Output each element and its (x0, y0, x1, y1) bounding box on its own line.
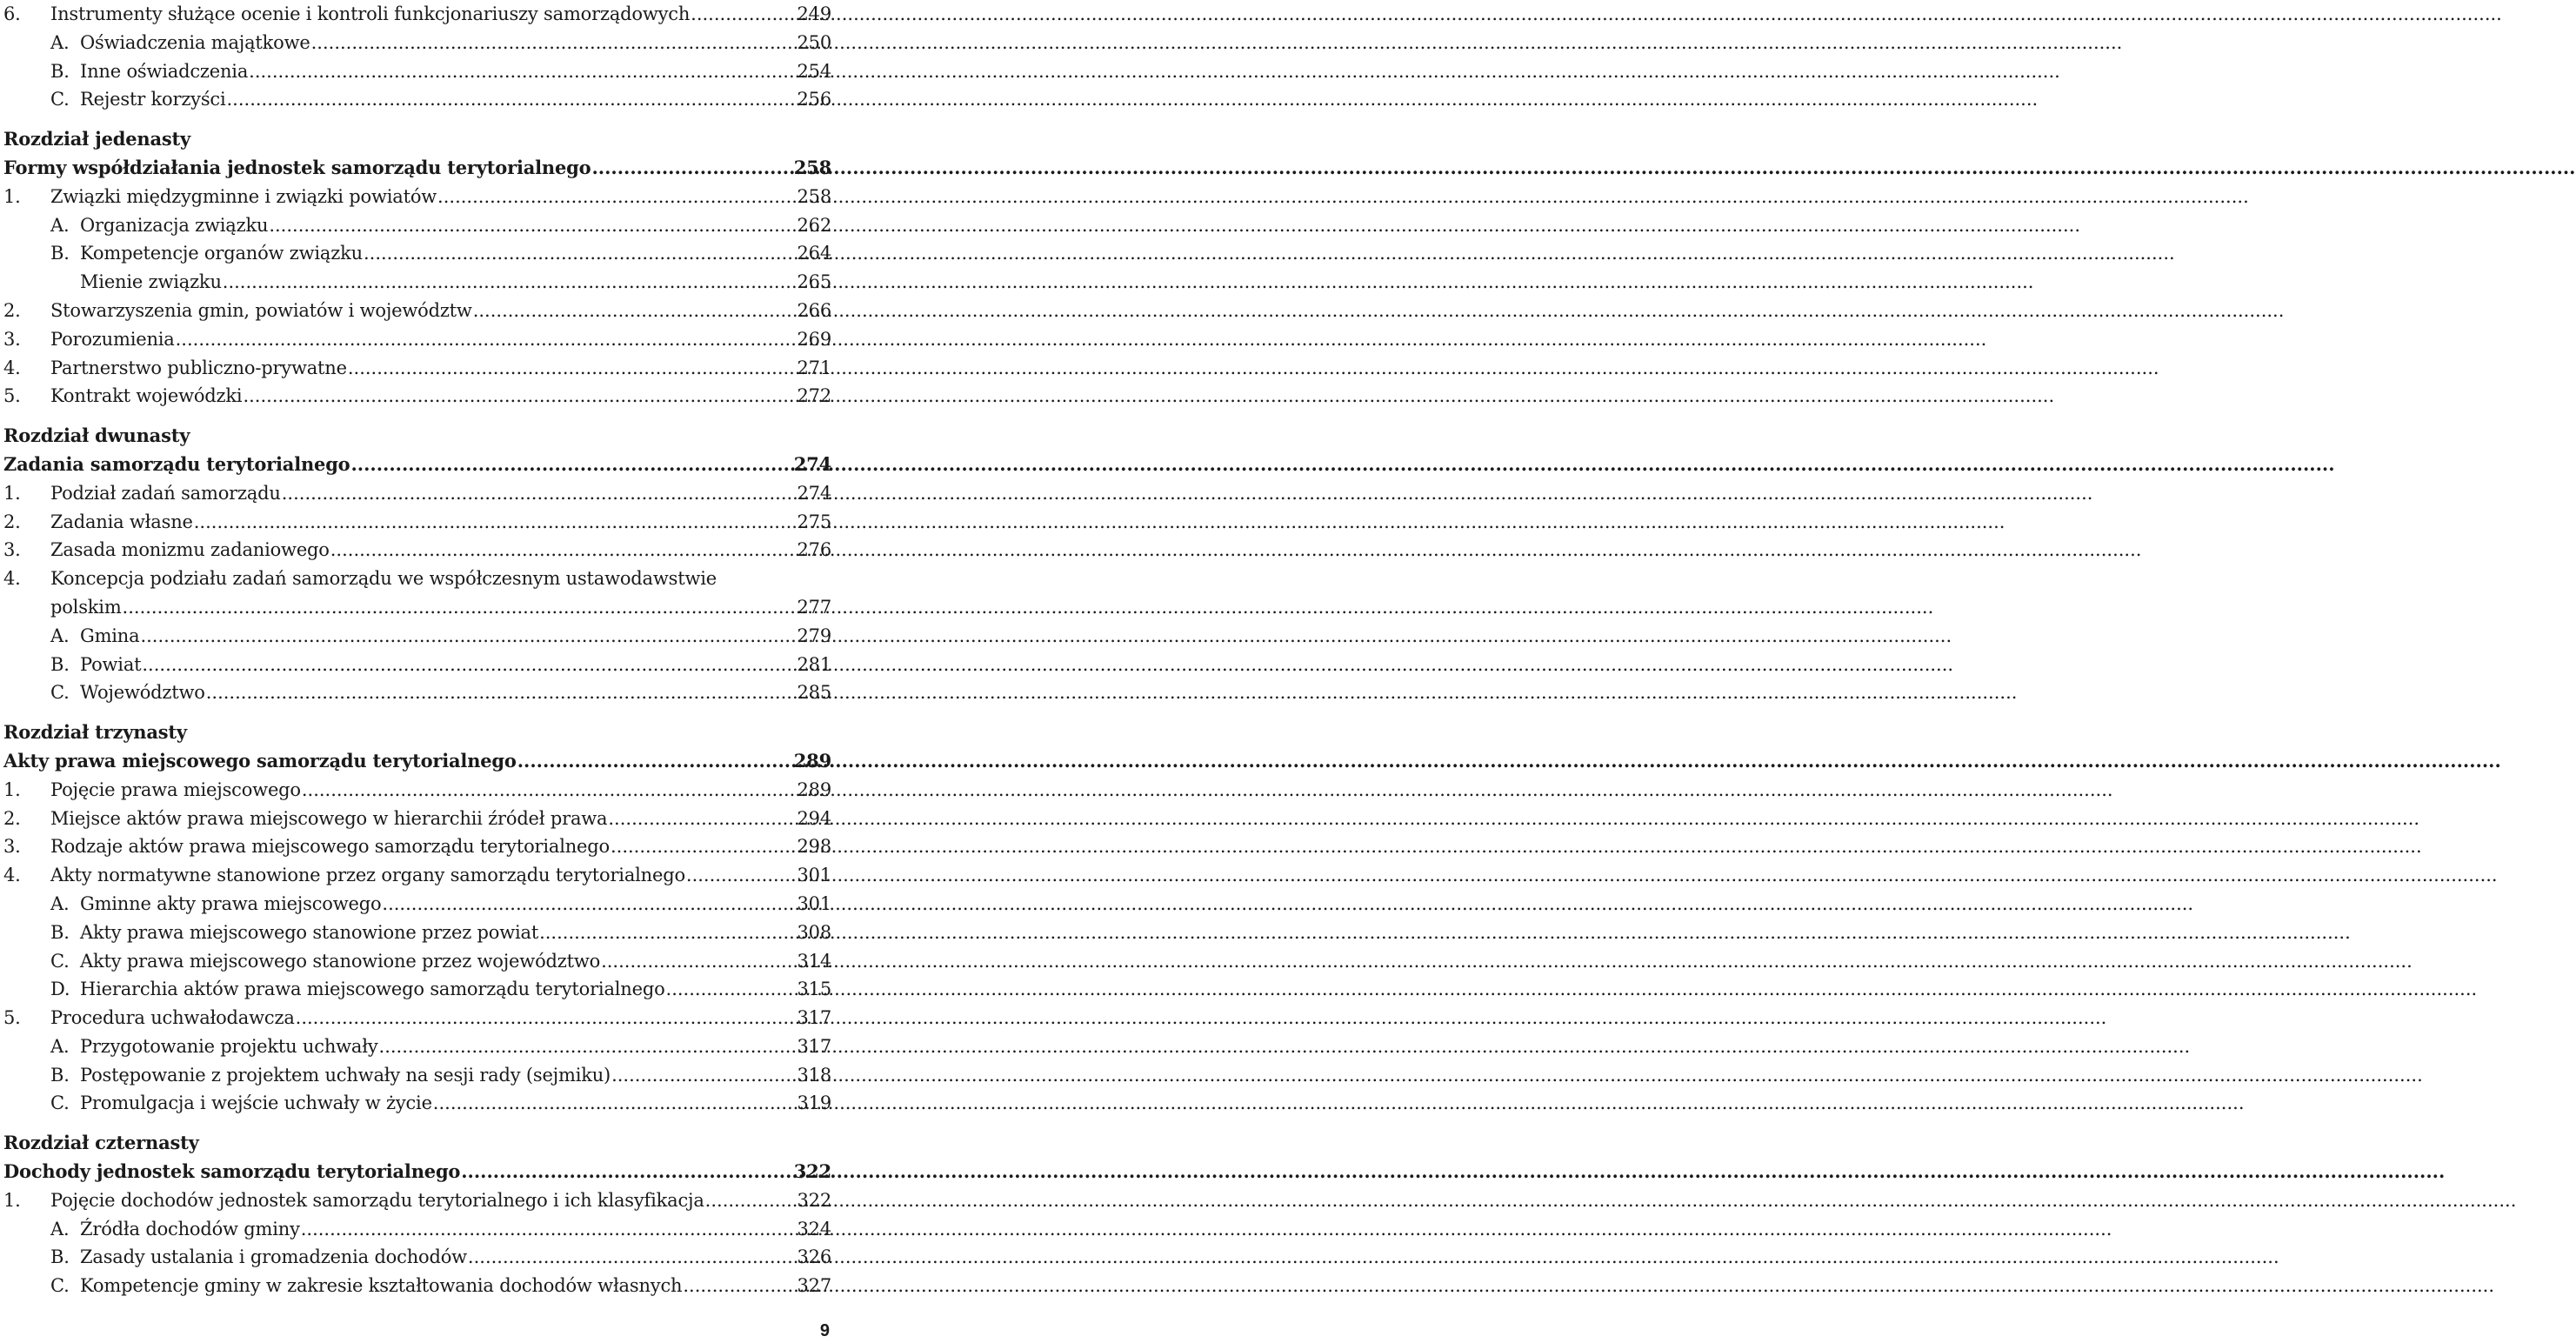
entry-number: 1. (3, 185, 21, 207)
dot-leader (140, 622, 796, 651)
toc-entry (3, 297, 831, 325)
toc-entry (3, 651, 831, 679)
chapter-heading (3, 1129, 831, 1158)
entry-page: 254 (797, 60, 831, 82)
entry-number: 3. (3, 539, 21, 561)
entry-title: Kompetencje gminy w zakresie kształtowania dochodów własnych (80, 1275, 683, 1297)
chapter-heading (3, 125, 831, 154)
toc-entry (3, 183, 831, 211)
toc-entry (3, 919, 831, 947)
dot-leader (517, 747, 793, 776)
dot-leader (223, 268, 797, 297)
dot-leader (601, 947, 796, 976)
entry-number: C. (50, 89, 70, 110)
entry-number: B. (50, 243, 70, 264)
dot-leader (206, 678, 797, 707)
entry-page: 271 (797, 357, 831, 378)
toc-entry (3, 325, 831, 354)
entry-title: Zadania własne (50, 511, 193, 532)
toc-entry (3, 382, 831, 411)
entry-title: Pojęcie dochodów jednostek samorządu terytorialnego i ich klasyfikacja (50, 1189, 704, 1211)
entry-number: B. (50, 653, 70, 675)
entry-number: D. (50, 979, 70, 1000)
entry-title: Gmina (80, 625, 140, 646)
entry-title: Stowarzyszenia gmin, powiatów i województw (50, 299, 472, 321)
entry-title: Hierarchia aktów prawa miejscowego samorządu terytorialnego (80, 979, 665, 1000)
entry-page: 264 (797, 243, 831, 264)
entry-title: Mienie związku (80, 271, 222, 293)
entry-number: A. (50, 1218, 70, 1239)
toc-entry (3, 239, 831, 268)
dot-leader (282, 479, 797, 508)
entry-title: Rejestr korzyści (80, 89, 226, 110)
entry-title: Partnerstwo publiczno-prywatne (50, 357, 347, 378)
toc-entry (3, 0, 831, 29)
chapter-title-entry (3, 451, 831, 479)
entry-title: Akty normatywne stanowione przez organy samorządu terytorialnego (50, 865, 685, 886)
entry-title: Oświadczenia majątkowe (80, 31, 310, 53)
entry-page: 301 (797, 865, 831, 886)
entry-title: Organizacja związku (80, 214, 269, 236)
entry-page: 269 (797, 328, 831, 350)
toc-entry (3, 947, 831, 976)
entry-page: 258 (793, 156, 831, 178)
dot-leader (473, 297, 797, 325)
dot-leader (705, 1186, 797, 1215)
entry-title: Formy współdziałania jednostek samorządu terytorialnego (3, 156, 591, 178)
entry-title: Podział zadań samorządu (50, 482, 281, 504)
dot-leader (269, 211, 796, 240)
toc-entry (3, 1089, 831, 1118)
dot-leader (296, 1004, 797, 1032)
entry-title: Zasady ustalania i gromadzenia dochodów (80, 1246, 467, 1268)
entry-number: A. (50, 1035, 70, 1057)
toc-entry (3, 479, 831, 508)
toc-entry (3, 861, 831, 890)
toc-entry (3, 678, 831, 707)
entry-title: Porozumienia (50, 328, 175, 350)
entry-number: 4. (3, 357, 21, 378)
dot-leader (330, 536, 797, 565)
toc-entry (3, 29, 831, 57)
entry-number: 2. (3, 511, 21, 532)
toc-entry (3, 776, 831, 805)
entry-number: 3. (3, 836, 21, 858)
entry-number: A. (50, 892, 70, 914)
entry-page: 327 (797, 1275, 831, 1297)
entry-number: 2. (3, 807, 21, 829)
entry-page: 262 (797, 214, 831, 236)
entry-page: 256 (797, 89, 831, 110)
entry-title: Zasada monizmu zadaniowego (50, 539, 330, 561)
entry-number: 1. (3, 778, 21, 800)
chapter-title-entry (3, 154, 831, 183)
toc-entry (3, 622, 831, 651)
entry-title: Akty prawa miejscowego samorządu terytorialnego (3, 749, 517, 772)
chapter-label: Rozdział dwunasty (3, 424, 190, 447)
toc-entry (3, 1215, 831, 1244)
entry-title: Pojęcie prawa miejscowego (50, 778, 301, 800)
toc-entry (3, 805, 831, 833)
entry-page: 308 (797, 921, 831, 943)
entry-number: A. (50, 214, 70, 236)
chapter-label: Rozdział jedenasty (3, 128, 190, 150)
entry-title: Kompetencje organów związku (80, 243, 363, 264)
entry-title: Inne oświadczenia (80, 60, 249, 82)
toc-entry (3, 268, 831, 297)
entry-title: Przygotowanie projektu uchwały (80, 1035, 378, 1057)
entry-title: Związki międzygminne i związki powiatów (50, 185, 437, 207)
entry-page: 281 (797, 653, 831, 675)
entry-page: 274 (793, 452, 831, 475)
dot-leader (302, 776, 797, 805)
dot-leader (311, 29, 797, 57)
entry-number: 3. (3, 328, 21, 350)
dot-leader (243, 382, 796, 411)
entry-number: 5. (3, 1007, 21, 1029)
toc-entry (3, 508, 831, 537)
toc-entry (3, 1272, 831, 1300)
entry-number: 1. (3, 1189, 21, 1211)
entry-title: Gminne akty prawa miejscowego (80, 892, 382, 914)
chapter-title-entry (3, 747, 831, 776)
toc-entry (3, 57, 831, 86)
dot-leader (348, 354, 797, 383)
dot-leader (364, 239, 797, 268)
dot-leader (686, 861, 797, 890)
entry-number: A. (50, 31, 70, 53)
entry-page: 249 (797, 3, 831, 24)
toc-entry (3, 85, 831, 114)
dot-leader (611, 832, 797, 861)
entry-page: 272 (797, 385, 831, 407)
entry-title: Województwo (80, 682, 205, 704)
toc-entry (3, 832, 831, 861)
entry-number: C. (50, 1092, 70, 1114)
toc-entry (3, 1004, 831, 1032)
dot-leader (382, 890, 796, 919)
entry-number: 4. (3, 568, 21, 590)
entry-page: 314 (797, 950, 831, 972)
entry-title: Dochody jednostek samorządu terytorialnego (3, 1160, 461, 1183)
entry-title: polskim (50, 596, 122, 618)
toc-entry (3, 1186, 831, 1215)
entry-page: 294 (797, 807, 831, 829)
entry-number: B. (50, 1246, 70, 1268)
table-of-contents (3, 0, 831, 1300)
dot-leader (249, 57, 796, 86)
entry-page: 289 (793, 749, 831, 772)
entry-number: B. (50, 60, 70, 82)
toc-entry (3, 1032, 831, 1061)
toc-entry (3, 536, 831, 565)
entry-page: 277 (797, 596, 831, 618)
entry-title: Akty prawa miejscowego stanowione przez województwo (80, 950, 601, 972)
entry-title: Kontrakt wojewódzki (50, 385, 243, 407)
entry-page: 265 (797, 271, 831, 293)
entry-page: 317 (797, 1035, 831, 1057)
dot-leader (468, 1243, 797, 1272)
dot-leader (461, 1158, 793, 1186)
chapter-heading (3, 422, 831, 451)
chapter-title-entry (3, 1158, 831, 1186)
entry-number: 5. (3, 385, 21, 407)
entry-page: 279 (797, 625, 831, 646)
dot-leader (437, 183, 796, 211)
entry-title: Promulgacja i wejście uchwały w życie (80, 1092, 432, 1114)
entry-title: Rodzaje aktów prawa miejscowego samorządu terytorialnego (50, 836, 610, 858)
entry-number: 4. (3, 865, 21, 886)
entry-page: 250 (797, 31, 831, 53)
entry-title: Źródła dochodów gminy (80, 1218, 300, 1239)
dot-leader (351, 451, 793, 479)
chapter-label: Rozdział trzynasty (3, 721, 187, 744)
entry-page: 285 (797, 682, 831, 704)
entry-number: C. (50, 1275, 70, 1297)
entry-title: Miejsce aktów prawa miejscowego w hierarchii źródeł prawa (50, 807, 608, 829)
entry-number: C. (50, 950, 70, 972)
toc-entry (3, 211, 831, 240)
entry-page: 315 (797, 979, 831, 1000)
entry-title: Koncepcja podziału zadań samorządu we współczesnym ustawodawstwie (50, 568, 717, 590)
toc-entry (3, 890, 831, 919)
entry-page: 289 (797, 778, 831, 800)
toc-entry (3, 354, 831, 383)
toc-entry (3, 1061, 831, 1090)
dot-leader (379, 1032, 797, 1061)
dot-leader (433, 1089, 797, 1118)
dot-leader (176, 325, 797, 354)
entry-number: A. (50, 625, 70, 646)
entry-number: B. (50, 1064, 70, 1086)
dot-leader (683, 1272, 796, 1300)
entry-page: 276 (797, 539, 831, 561)
entry-page: 258 (797, 185, 831, 207)
entry-page: 274 (797, 482, 831, 504)
chapter-label: Rozdział czternasty (3, 1132, 199, 1154)
entry-page: 266 (797, 299, 831, 321)
entry-number: B. (50, 921, 70, 943)
dot-leader (691, 0, 796, 29)
chapter-heading (3, 718, 831, 747)
entry-title: Instrumenty służące ocenie i kontroli funkcjonariuszy samorządowych (50, 3, 691, 24)
entry-page: 298 (797, 836, 831, 858)
dot-leader (539, 919, 796, 947)
page-number: 9 (819, 1321, 830, 1340)
toc-entry (3, 593, 831, 622)
entry-page: 317 (797, 1007, 831, 1029)
entry-number: 1. (3, 482, 21, 504)
entry-title: Powiat (80, 653, 142, 675)
entry-title: Zadania samorządu terytorialnego (3, 452, 350, 475)
dot-leader (591, 154, 792, 183)
dot-leader (611, 1061, 796, 1090)
entry-page: 275 (797, 511, 831, 532)
dot-leader (142, 651, 796, 679)
dot-leader (666, 975, 797, 1004)
entry-page: 322 (797, 1189, 831, 1211)
entry-title: Procedura uchwałodawcza (50, 1007, 295, 1029)
dot-leader (194, 508, 797, 537)
toc-entry (3, 1243, 831, 1272)
toc-entry (3, 565, 831, 593)
entry-page: 326 (797, 1246, 831, 1268)
entry-title: Postępowanie z projektem uchwały na sesji rady (sejmiku) (80, 1064, 611, 1086)
dot-leader (227, 85, 797, 114)
entry-page: 322 (793, 1160, 831, 1183)
dot-leader (301, 1215, 797, 1244)
dot-leader (608, 805, 796, 833)
entry-title: Akty prawa miejscowego stanowione przez powiat (80, 921, 539, 943)
entry-page: 319 (797, 1092, 831, 1114)
dot-leader (123, 593, 797, 622)
entry-number: C. (50, 682, 70, 704)
entry-page: 318 (797, 1064, 831, 1086)
entry-page: 324 (797, 1218, 831, 1239)
entry-number: 6. (3, 3, 21, 24)
entry-page: 301 (797, 892, 831, 914)
toc-entry (3, 975, 831, 1004)
entry-number: 2. (3, 299, 21, 321)
